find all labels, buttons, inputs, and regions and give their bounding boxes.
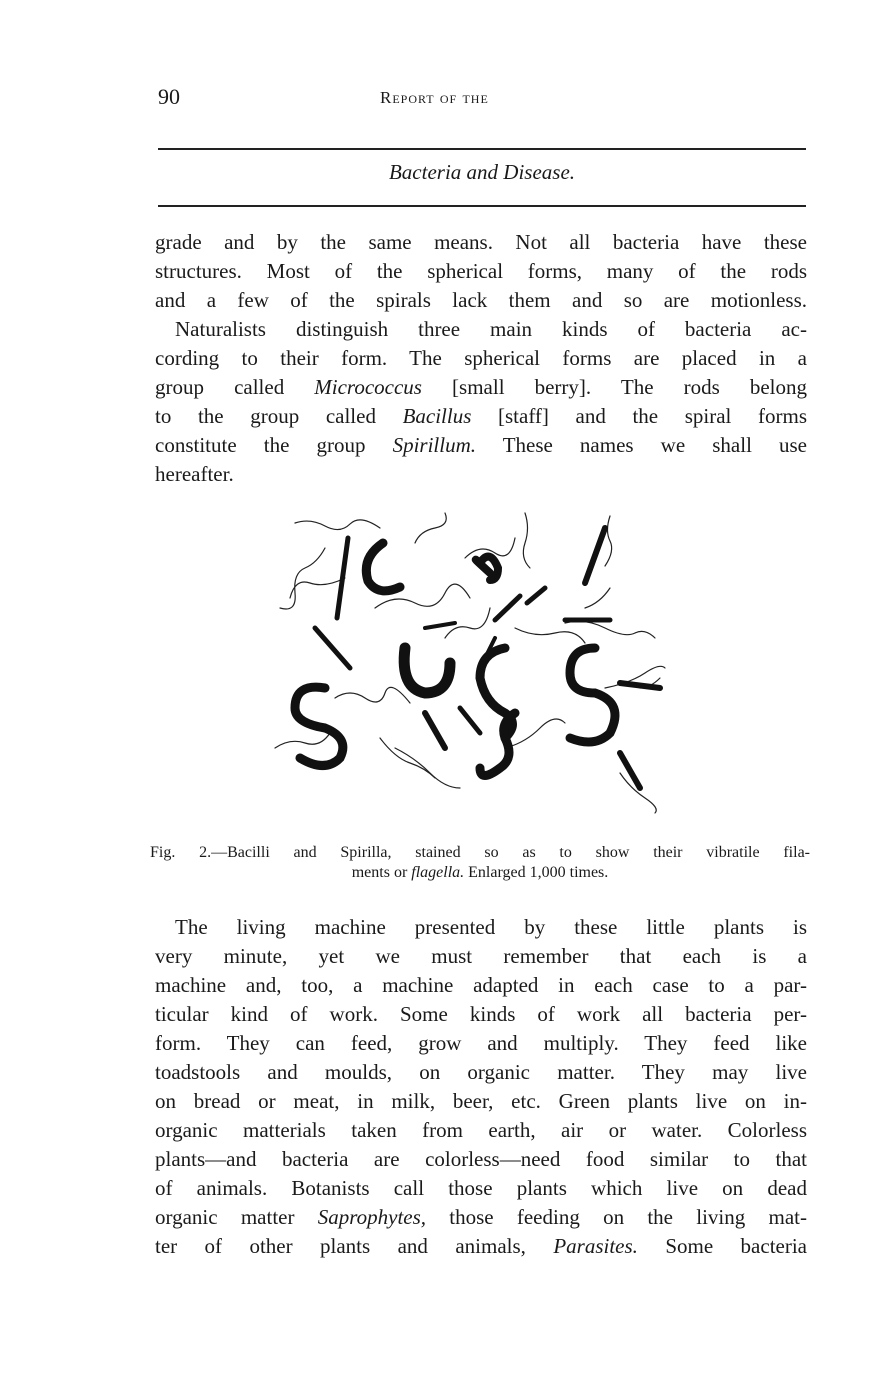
text-line: on bread or meat, in milk, beer, etc. Green plants live on in- [155,1089,807,1113]
genus-spirillum: Spirillum. [392,433,476,457]
genus-bacillus: Bacillus [402,404,472,428]
header-rule-bottom [158,205,806,207]
text-line: constitute the group Spirillum. These names we shall use [155,433,807,457]
text-line: plants—and bacteria are colorless—need food similar to that [155,1147,807,1171]
text-line: to the group called Bacillus [staff] and the spiral forms [155,404,807,428]
text-line: Naturalists distinguish three main kinds of bacteria ac- [175,317,807,341]
text-line: form. They can feed, grow and multiply. They feed like [155,1031,807,1055]
text-line: group called Micrococcus [small berry]. The rods belong [155,375,807,399]
text-line: The living machine presented by these little plants is [175,915,807,939]
term-saprophytes: Saprophytes, [317,1205,427,1229]
figure-caption [150,843,810,883]
caption-line: Fig. 2.—Bacilli and Spirilla, stained so as to show their vibratile fila- [150,844,810,861]
text-line: organic matterials taken from earth, air or water. Colorless [155,1118,807,1142]
caption-italic-flagella: flagella. [411,864,465,881]
header-rule-top [158,148,806,150]
genus-micrococcus: Micrococcus [314,375,422,399]
text-line: very minute, yet we must remember that each is a [155,944,807,968]
text-line: and a few of the spirals lack them and so are motionless. [155,288,807,312]
text-line: of animals. Botanists call those plants which live on dead [155,1176,807,1200]
term-parasites: Parasites. [553,1234,638,1258]
caption-line: ments or flagella. Enlarged 1,000 times. [351,864,609,881]
text-line: machine and, too, a machine adapted in each case to a par- [155,973,807,997]
text-line: ticular kind of work. Some kinds of work all bacteria per- [155,1002,807,1026]
text-line: toadstools and moulds, on organic matter. They may live [155,1060,807,1084]
text-line: grade and by the same means. Not all bacteria have these [155,230,807,254]
page-number: 90 [158,84,180,109]
text-line: structures. Most of the spherical forms, many of the rods [155,259,807,283]
text-line: organic matter Saprophytes, those feeding on the living mat- [155,1205,807,1229]
text-line: cording to their form. The spherical forms are placed in a [155,346,807,370]
section-title: Bacteria and Disease. [388,160,576,184]
paragraph-2 [155,913,807,1261]
running-head: Report of the [380,88,489,107]
text-line: ter of other plants and animals, Parasites. Some bacteria [155,1234,808,1258]
paragraph-1 [155,228,807,489]
text-line: hereafter. [155,462,234,486]
bacteria-illustration [265,508,695,818]
